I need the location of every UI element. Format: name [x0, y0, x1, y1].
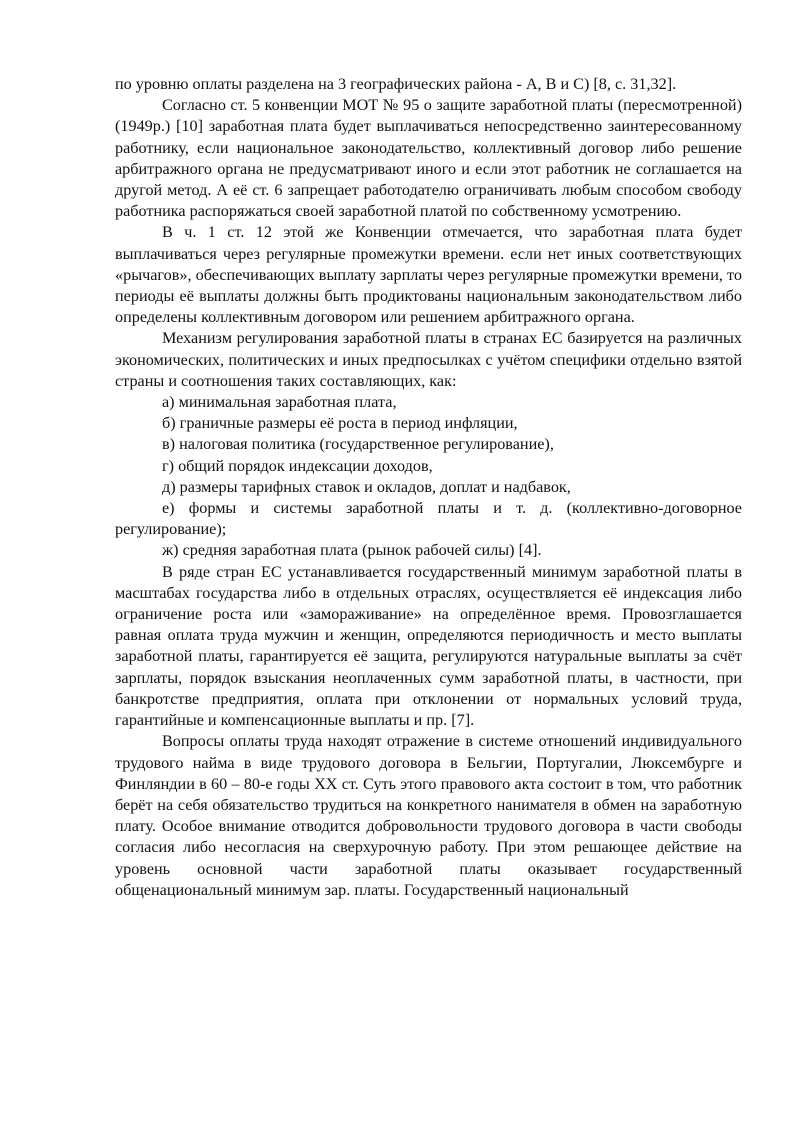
paragraph-labour-contract: Вопросы оплаты труда находят отражение в системе отношений индивидуального трудового найма в виде трудового договора в Бельгии, Португалии, Люксембурге и Финляндии в 60 – 80-е годы XX ст. Суть этого правового акта состоит в том, что работник берёт на себя обязательство трудиться на конкретного нанимателя в обмен на заработную плату. Особое внимание отводится добровольности трудового договора в части свободы согласия либо несогласия на сверхурочную работу. При этом решающее действие на уровень основной части заработной платы оказывает государственный общенациональный минимум зар. платы. Государственный национальный — [115, 732, 742, 899]
list-item-g: ж) средняя заработная плата (рынок рабочей силы) [4]. — [162, 541, 542, 560]
list-item-e: д) размеры тарифных ставок и окладов, доплат и надбавок, — [162, 477, 571, 496]
document-page — [115, 74, 742, 901]
paragraph-ilo-convention-art12: В ч. 1 ст. 12 этой же Конвенции отмечается, что заработная плата будет выплачиваться через регулярные промежутки времени. если нет иных соответствующих «рычагов», обеспечивающих выплату зарплаты через регулярные промежутки времени, то периоды её выплаты должны быть продиктованы национальным законодательством либо определены коллективным договором или решением арбитражного органа. — [115, 223, 742, 327]
list-item-c: в) налоговая политика (государственное регулирование), — [162, 435, 554, 454]
list-item-a: а) минимальная заработная плата, — [162, 393, 397, 412]
list-item-d: г) общий порядок индексации доходов, — [162, 456, 433, 475]
paragraph-eu-minimum-wage: В ряде стран ЕС устанавливается государственный минимум заработной платы в масштабах государства либо в отдельных отраслях, осуществляется её индексация либо ограничение роста или «замораживание» на определённое время. Провозглашается равная оплата труда мужчин и женщин, определяются периодичность и место выплаты заработной платы, гарантируется её защита, регулируются натуральные выплаты за счёт зарплаты, порядок взыскания неоплаченных сумм заработной платы, в частности, при банкротстве предприятия, оплата при отклонении от нормальных условий труда, гарантийные и компенсационные выплаты и пр. [7]. — [115, 562, 742, 730]
paragraph-continuation: по уровню оплаты разделена на 3 географических района - А, В и С) [8, с. 31,32]. — [115, 75, 677, 93]
paragraph-ilo-convention-art5: Согласно ст. 5 конвенции МОТ № 95 о защите заработной платы (пересмотренной) (1949р.) [10] заработная плата будет выплачиваться непосредственно заинтересованному работнику, если национальное законодательство, коллективный договор либо решение арбитражного органа не предусматривают иного и если этот работник не соглашается на другой метод. А её ст. 6 запрещает работодателю ограничивать любым способом свободу работника распоряжаться своей заработной платой по собственному усмотрению. — [115, 96, 742, 221]
list-item-b: б) граничные размеры её роста в период инфляции, — [162, 414, 518, 433]
list-item-f: е) формы и системы заработной платы и т. д. (коллективно-договорное регулирование); — [115, 499, 742, 539]
paragraph-eu-mechanism: Механизм регулирования заработной платы в странах ЕС базируется на различных экономических, политических и иных предпосылках с учётом специфики отдельно взятой страны и соотношения таких составляющих, как: — [115, 329, 742, 390]
